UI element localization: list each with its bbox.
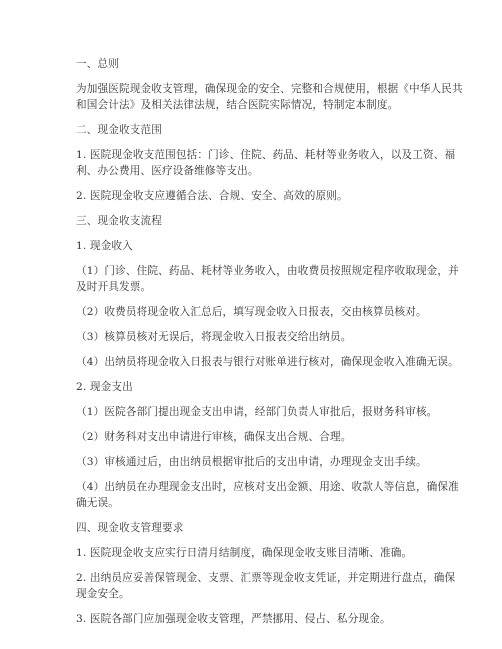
section-2-heading: 二、现金收支范围: [76, 124, 162, 136]
section-4-item-1: 1. 医院现金收支应实行日清月结制度，确保现金收支账目清晰、准确。: [76, 547, 413, 559]
section-4-item-2-line-2: 现金安全。: [76, 588, 130, 600]
section-3-subheading-income: 1. 现金收入: [76, 240, 133, 252]
expense-step-2: （2）财务科对支出申请进行审核，确保支出合规、合理。: [76, 431, 352, 443]
section-1-paragraph-line-2: 和国会计法》及相关法律法规，结合医院实际情况，特制定本制度。: [76, 99, 399, 111]
section-4-item-3: 3. 医院各部门应加强现金收支管理，严禁挪用、侵占、私分现金。: [76, 613, 391, 625]
income-step-2: （2）收费员将现金收入汇总后，填写现金收入日报表，交由核算员核对。: [76, 306, 427, 318]
income-step-1-line-2: 及时开具发票。: [76, 281, 152, 293]
section-4-heading: 四、现金收支管理要求: [76, 522, 184, 534]
section-3-subheading-expense: 2. 现金支出: [76, 381, 133, 393]
expense-step-4-line-2: 确无误。: [76, 497, 119, 509]
section-1-paragraph-line-1: 为加强医院现金收支管理，确保现金的安全、完整和合规使用，根据《中华人民共: [76, 83, 463, 95]
section-2-item-2: 2. 医院现金收支应遵循合法、合规、安全、高效的原则。: [76, 190, 348, 202]
section-2-item-1-line-2: 利、办公费用、医疗设备维修等支出。: [76, 165, 259, 177]
section-3-heading: 三、现金收支流程: [76, 215, 162, 227]
section-4-item-2-line-1: 2. 出纳员应妥善保管现金、支票、汇票等现金收支凭证，并定期进行盘点，确保: [76, 572, 456, 584]
section-1-heading: 一、总则: [76, 58, 119, 70]
section-2-item-1-line-1: 1. 医院现金收支范围包括：门诊、住院、药品、耗材等业务收入，以及工资、福: [76, 149, 456, 161]
expense-step-1: （1）医院各部门提出现金支出申请，经部门负责人审批后，报财务科审核。: [76, 406, 438, 418]
income-step-4: （4）出纳员将现金收入日报表与银行对账单进行核对，确保现金收入准确无误。: [76, 356, 459, 368]
expense-step-3: （3）审核通过后，由出纳员根据审批后的支出申请，办理现金支出手续。: [76, 456, 427, 468]
income-step-1-line-1: （1）门诊、住院、药品、耗材等业务收入，由收费员按照规定程序收取现金，并: [76, 265, 459, 277]
income-step-3: （3）核算员核对无误后，将现金收入日报表交给出纳员。: [76, 331, 352, 343]
expense-step-4-line-1: （4）出纳员在办理现金支出时，应核对支出金额、用途、收款人等信息，确保准: [76, 481, 459, 493]
